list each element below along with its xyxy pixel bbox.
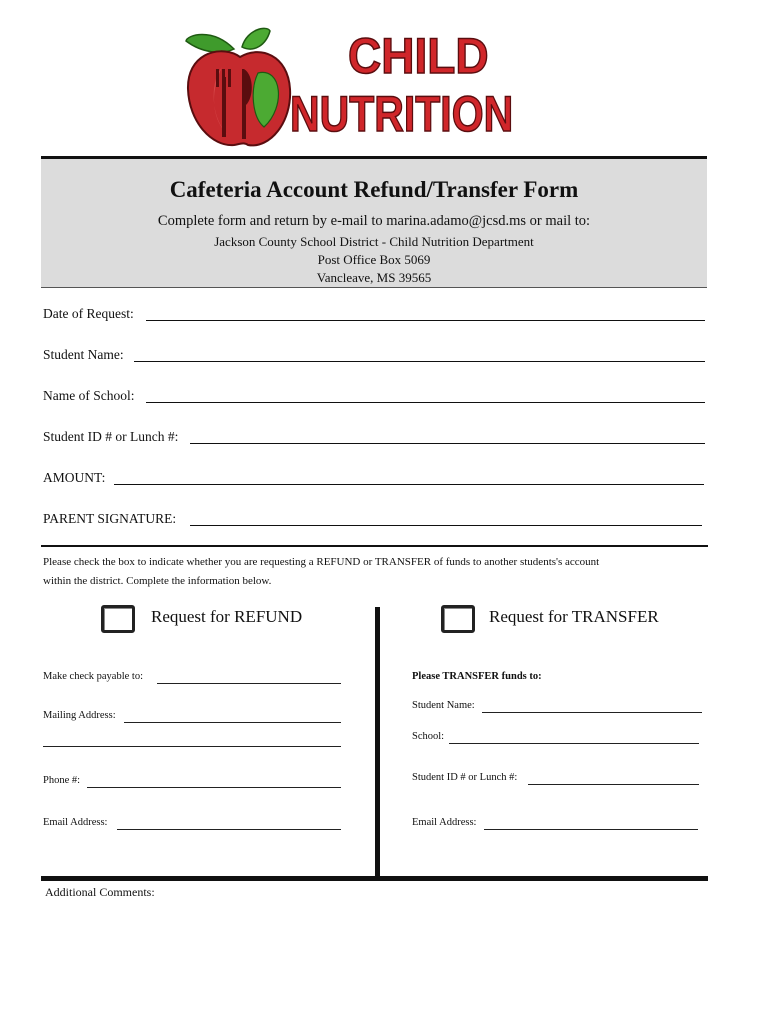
- form-title: Cafeteria Account Refund/Transfer Form: [169, 177, 579, 202]
- check-payable-label: Make check payable to:: [43, 671, 143, 682]
- phone-field[interactable]: [87, 787, 341, 788]
- transfer-school-label: School:: [412, 731, 445, 742]
- amount-field[interactable]: [114, 484, 704, 485]
- mailing-address-field-line-2[interactable]: [43, 746, 341, 747]
- address-line-3: Vancleave, MS 39565: [316, 270, 432, 285]
- parent-signature-field[interactable]: [190, 525, 702, 526]
- form-header: [41, 156, 707, 288]
- phone-label: Phone #:: [43, 775, 81, 786]
- transfer-student-id-field[interactable]: [528, 784, 699, 785]
- transfer-checkbox[interactable]: [441, 605, 475, 633]
- transfer-student-id-label: Student ID # or Lunch #:: [412, 772, 518, 783]
- date-of-request-label: Date of Request:: [43, 306, 134, 321]
- student-id-label: Student ID # or Lunch #:: [43, 429, 179, 444]
- additional-comments-label: Additional Comments:: [45, 885, 155, 899]
- refund-email-label: Email Address:: [43, 817, 108, 828]
- logo-text-nutrition: NUTRITION: [290, 86, 514, 142]
- refund-label: Request for REFUND: [151, 607, 303, 626]
- student-name-label: Student Name:: [43, 347, 124, 362]
- instructions-line-1: Please check the box to indicate whether you are requesting a REFUND or TRANSFER of funds to another students's account: [43, 556, 600, 568]
- date-of-request-field[interactable]: [146, 320, 705, 321]
- section-divider-top: [41, 545, 708, 547]
- instructions: [43, 553, 703, 591]
- address-line-1: Jackson County School District - Child Nutrition Department: [214, 234, 534, 249]
- address-line-2: Post Office Box 5069: [317, 252, 431, 267]
- name-of-school-label: Name of School:: [43, 388, 135, 403]
- transfer-heading: Please TRANSFER funds to:: [412, 671, 542, 682]
- instructions-line-2: within the district. Complete the information below.: [43, 575, 272, 587]
- column-divider: [375, 607, 380, 877]
- amount-label: AMOUNT:: [43, 470, 106, 485]
- submission-instructions: Complete form and return by e-mail to marina.adamo@jcsd.ms or mail to:: [157, 213, 591, 229]
- transfer-email-field[interactable]: [484, 829, 698, 830]
- mailing-address-field[interactable]: [124, 722, 341, 723]
- transfer-school-field[interactable]: [449, 743, 699, 744]
- logo-text-child: CHILD: [348, 28, 489, 84]
- transfer-label: Request for TRANSFER: [489, 607, 659, 626]
- transfer-email-label: Email Address:: [412, 817, 477, 828]
- mailing-address-label: Mailing Address:: [43, 710, 116, 721]
- transfer-student-name-label: Student Name:: [412, 700, 475, 711]
- check-payable-field[interactable]: [157, 683, 341, 684]
- additional-comments-field[interactable]: [43, 904, 707, 1004]
- child-nutrition-logo: [182, 27, 546, 151]
- parent-signature-label: PARENT SIGNATURE:: [43, 511, 177, 526]
- transfer-student-name-field[interactable]: [482, 712, 702, 713]
- refund-checkbox[interactable]: [101, 605, 135, 633]
- section-divider-bottom: [41, 876, 708, 881]
- refund-email-field[interactable]: [117, 829, 341, 830]
- name-of-school-field[interactable]: [146, 402, 705, 403]
- student-name-field[interactable]: [134, 361, 705, 362]
- student-id-field[interactable]: [190, 443, 705, 444]
